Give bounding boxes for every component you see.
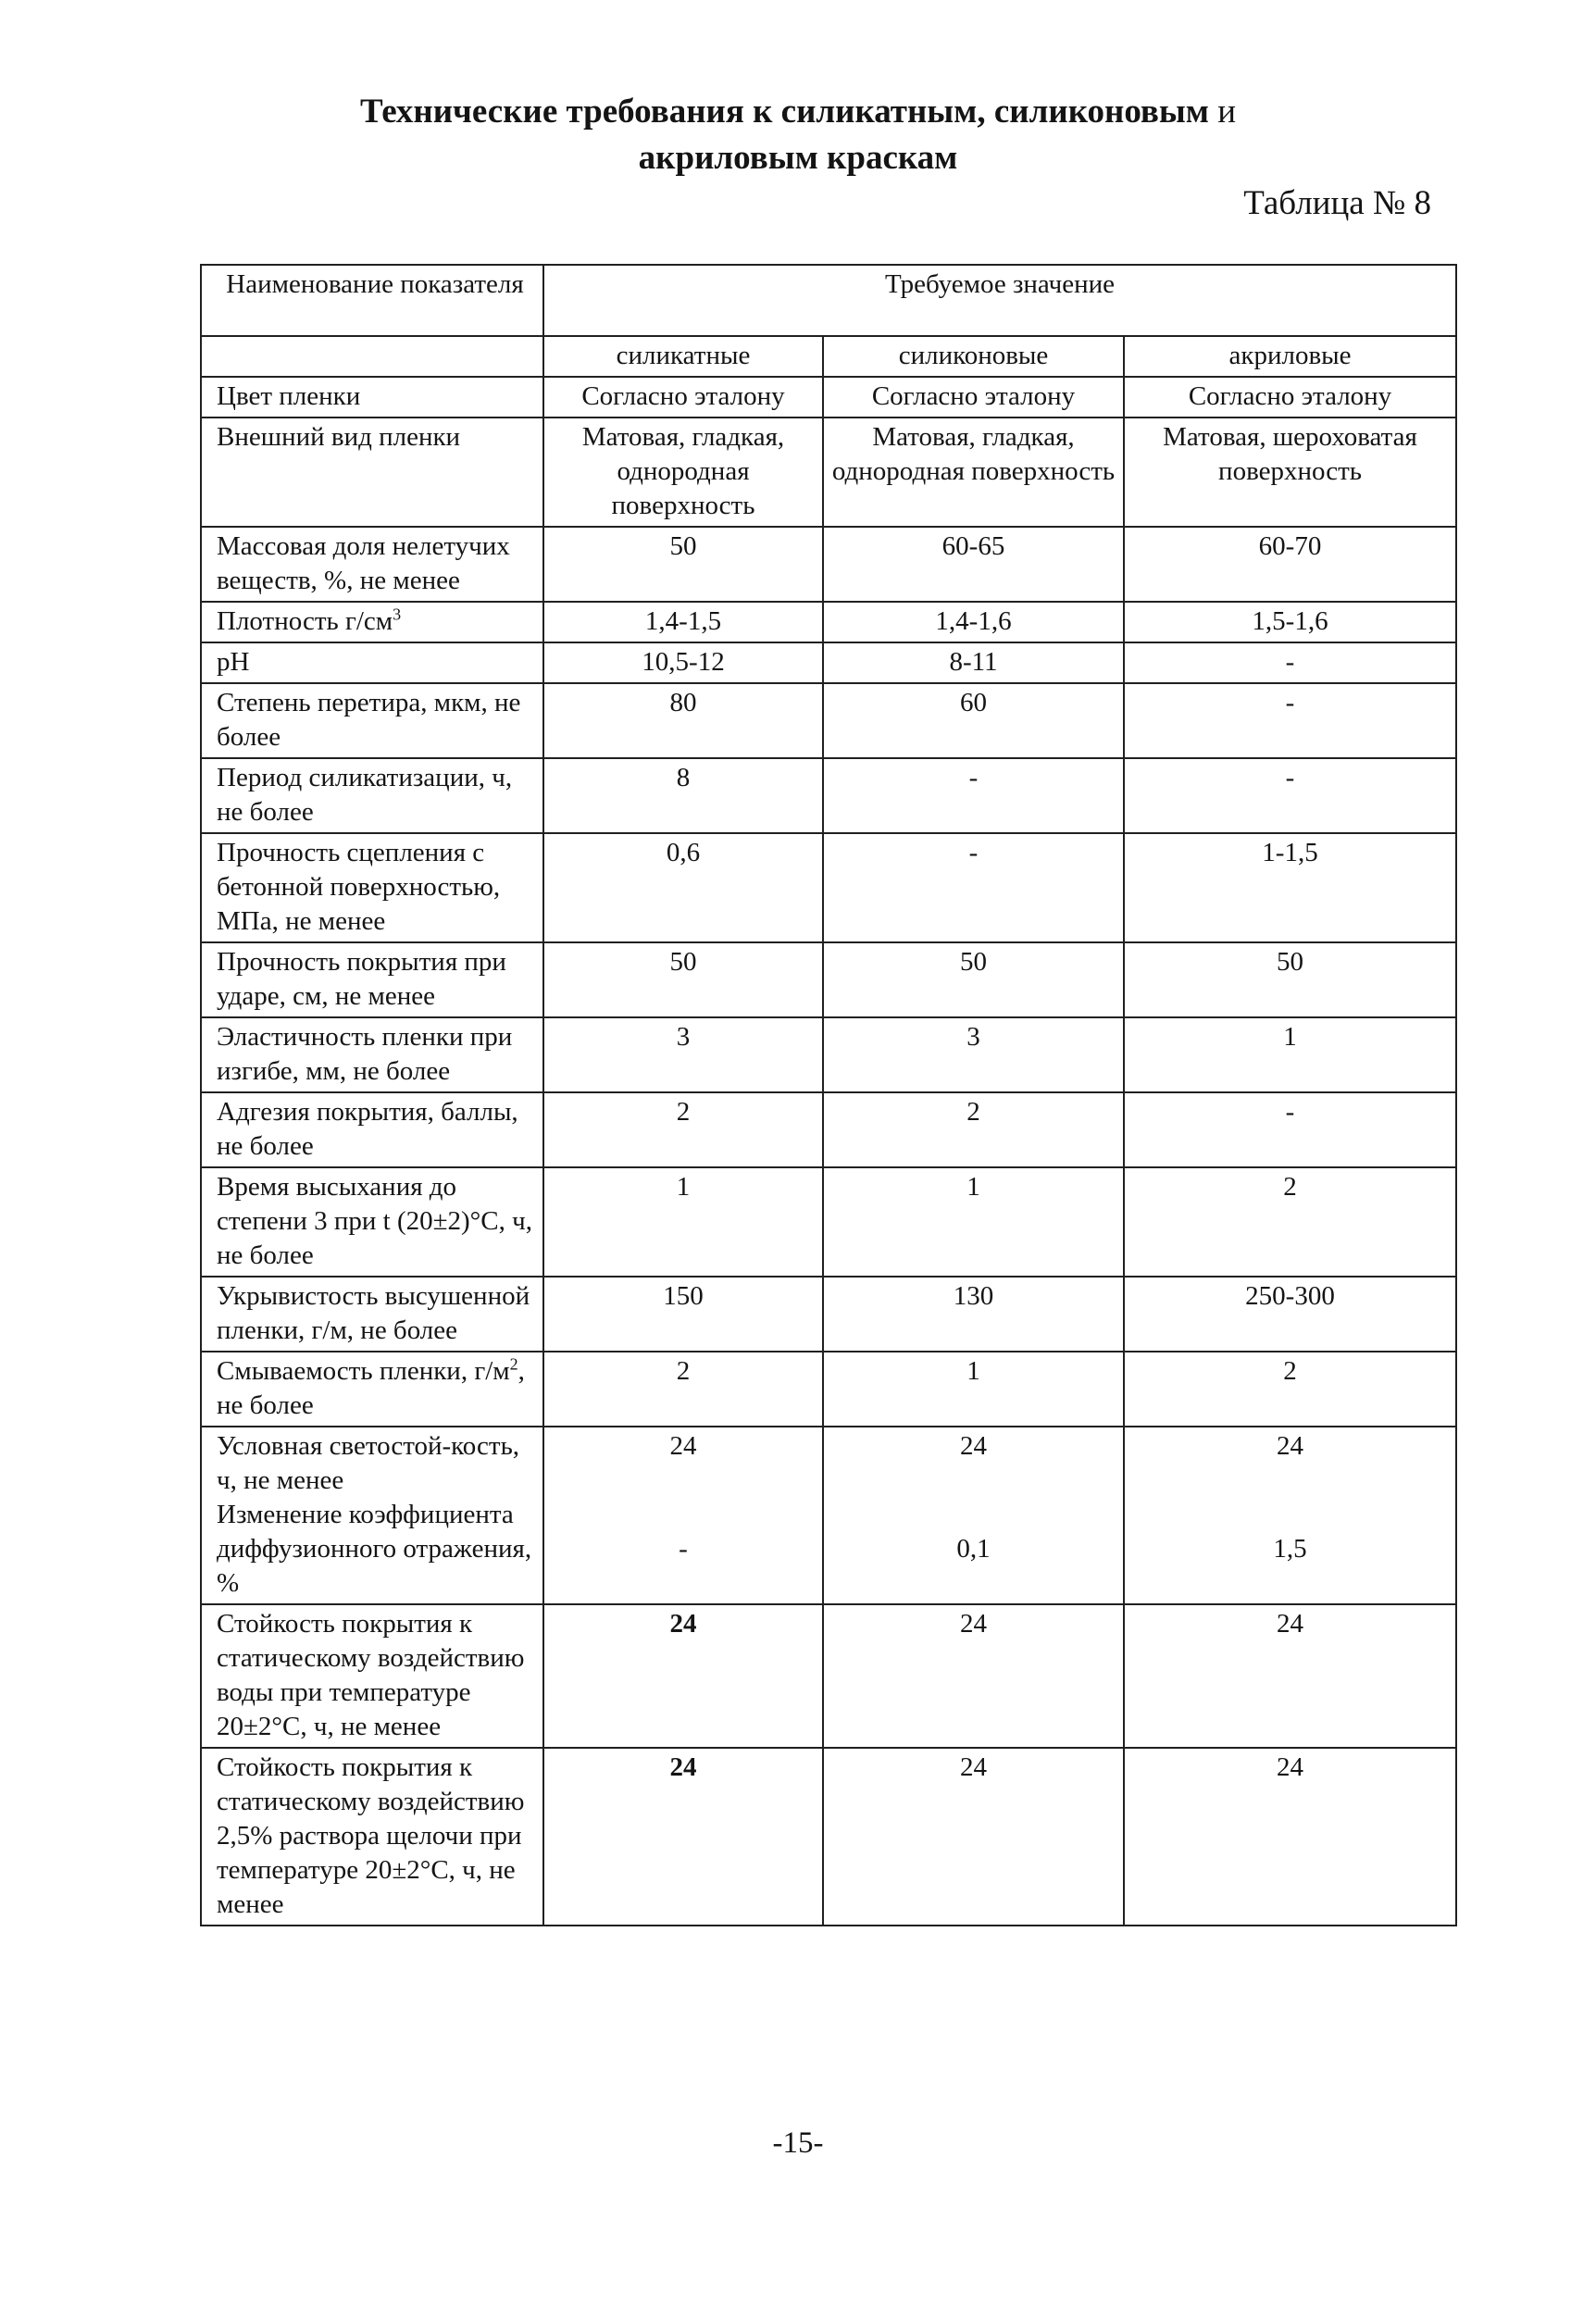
title-line-1: Технические требования к силикатным, силиконовым и	[359, 93, 1237, 131]
cell: 24	[1124, 1748, 1456, 1926]
table-row	[201, 642, 1456, 683]
subheader-row	[201, 336, 1456, 377]
cell: 24	[823, 1748, 1124, 1926]
cell: Матовая, гладкая, однородная поверхность	[823, 418, 1124, 527]
cell: Согласно эталону	[823, 377, 1124, 418]
header-name-cell: Наименование показателя	[201, 265, 543, 336]
cell: -	[823, 758, 1124, 833]
row-name: Плотность $г/см^3$	[201, 602, 543, 642]
cell: 24 0,1	[823, 1427, 1124, 1604]
table-row	[201, 683, 1456, 758]
table-row	[201, 833, 1456, 942]
cell: 1	[823, 1352, 1124, 1427]
column-acrylic: акриловые	[1124, 336, 1456, 377]
row-name: Смываемость пленки, $г/м^2$, не более	[201, 1352, 543, 1427]
cell: 24	[543, 1604, 823, 1748]
row-name: Стойкость покрытия к статическому воздействию 2,5% раствора щелочи при температуре 20±2°С, ч, не менее	[201, 1748, 543, 1926]
row-name: Массовая доля нелетучих веществ, %, не менее	[201, 527, 543, 602]
cell: 2	[1124, 1352, 1456, 1427]
cell: 0,6	[543, 833, 823, 942]
table-row	[201, 1748, 1456, 1926]
table-row	[201, 602, 1456, 642]
table-row	[201, 1277, 1456, 1352]
cell: 24	[543, 1748, 823, 1926]
cell: 3	[823, 1017, 1124, 1092]
row-name: Эластичность пленки при изгибе, мм, не более	[201, 1017, 543, 1092]
cell: 2	[823, 1092, 1124, 1167]
table-row	[201, 1604, 1456, 1748]
title-line-2: акриловым краскам	[638, 139, 958, 177]
row-name	[201, 1427, 543, 1604]
table-row	[201, 418, 1456, 527]
cell: Согласно эталону	[1124, 377, 1456, 418]
header-value-cell: Требуемое значение	[543, 265, 1456, 336]
cell: 50	[543, 942, 823, 1017]
cell: -	[1124, 642, 1456, 683]
cell: 60-65	[823, 527, 1124, 602]
cell: 50	[543, 527, 823, 602]
cell: 8-11	[823, 642, 1124, 683]
row-name-reflection: Изменение коэффициента диффузионного отражения, %	[217, 1500, 532, 1598]
cell: -	[1124, 1092, 1456, 1167]
table-row	[201, 942, 1456, 1017]
cell: 24 1,5	[1124, 1427, 1456, 1604]
page-title	[0, 89, 1596, 181]
table-row	[201, 1092, 1456, 1167]
table-row	[201, 1017, 1456, 1092]
row-name: Период силикатизации, ч, не более	[201, 758, 543, 833]
row-name: pH	[201, 642, 543, 683]
cell: 150	[543, 1277, 823, 1352]
cell: 10,5-12	[543, 642, 823, 683]
cell: -	[1124, 758, 1456, 833]
row-name: Цвет пленки	[201, 377, 543, 418]
cell: 1	[1124, 1017, 1456, 1092]
table-row	[201, 1167, 1456, 1277]
column-silicate: силикатные	[543, 336, 823, 377]
row-name: Внешний вид пленки	[201, 418, 543, 527]
cell: 1,5-1,6	[1124, 602, 1456, 642]
row-name: Прочность сцепления с бетонной поверхностью, МПа, не менее	[201, 833, 543, 942]
cell: Матовая, гладкая, однородная поверхность	[543, 418, 823, 527]
cell: -	[823, 833, 1124, 942]
cell: 2	[1124, 1167, 1456, 1277]
cell: 24 -	[543, 1427, 823, 1604]
cell: 1,4-1,6	[823, 602, 1124, 642]
cell: 1	[823, 1167, 1124, 1277]
table-row	[201, 758, 1456, 833]
cell: -	[1124, 683, 1456, 758]
cell: 24	[823, 1604, 1124, 1748]
table-row	[201, 1352, 1456, 1427]
cell: 130	[823, 1277, 1124, 1352]
table-row	[201, 1427, 1456, 1604]
cell: Матовая, шероховатая поверхность	[1124, 418, 1456, 527]
cell: 8	[543, 758, 823, 833]
cell: 60	[823, 683, 1124, 758]
cell: 24	[1124, 1604, 1456, 1748]
subheader-empty-cell	[201, 336, 543, 377]
cell: 50	[1124, 942, 1456, 1017]
cell: 1,4-1,5	[543, 602, 823, 642]
table-row	[201, 527, 1456, 602]
cell: 50	[823, 942, 1124, 1017]
row-name-light: Условная светостой-кость, ч, не менее	[217, 1431, 520, 1495]
requirements-table	[200, 264, 1457, 1926]
cell: 2	[543, 1352, 823, 1427]
header-row	[201, 265, 1456, 336]
cell: Согласно эталону	[543, 377, 823, 418]
cell: 80	[543, 683, 823, 758]
row-name: Стойкость покрытия к статическому воздействию воды при температуре 20±2°С, ч, не менее	[201, 1604, 543, 1748]
cell: 1-1,5	[1124, 833, 1456, 942]
page-number: -15-	[772, 2126, 824, 2160]
cell: 3	[543, 1017, 823, 1092]
column-silicone: силиконовые	[823, 336, 1124, 377]
table-row	[201, 377, 1456, 418]
table-label: Таблица № 8	[1243, 184, 1431, 222]
row-name: Укрывистость высушенной пленки, г/м, не более	[201, 1277, 543, 1352]
row-name: Время высыхания до степени 3 при t (20±2)°С, ч, не более	[201, 1167, 543, 1277]
cell: 60-70	[1124, 527, 1456, 602]
row-name: Прочность покрытия при ударе, см, не менее	[201, 942, 543, 1017]
cell: 250-300	[1124, 1277, 1456, 1352]
row-name: Степень перетира, мкм, не более	[201, 683, 543, 758]
row-name: Адгезия покрытия, баллы, не более	[201, 1092, 543, 1167]
cell: 2	[543, 1092, 823, 1167]
cell: 1	[543, 1167, 823, 1277]
